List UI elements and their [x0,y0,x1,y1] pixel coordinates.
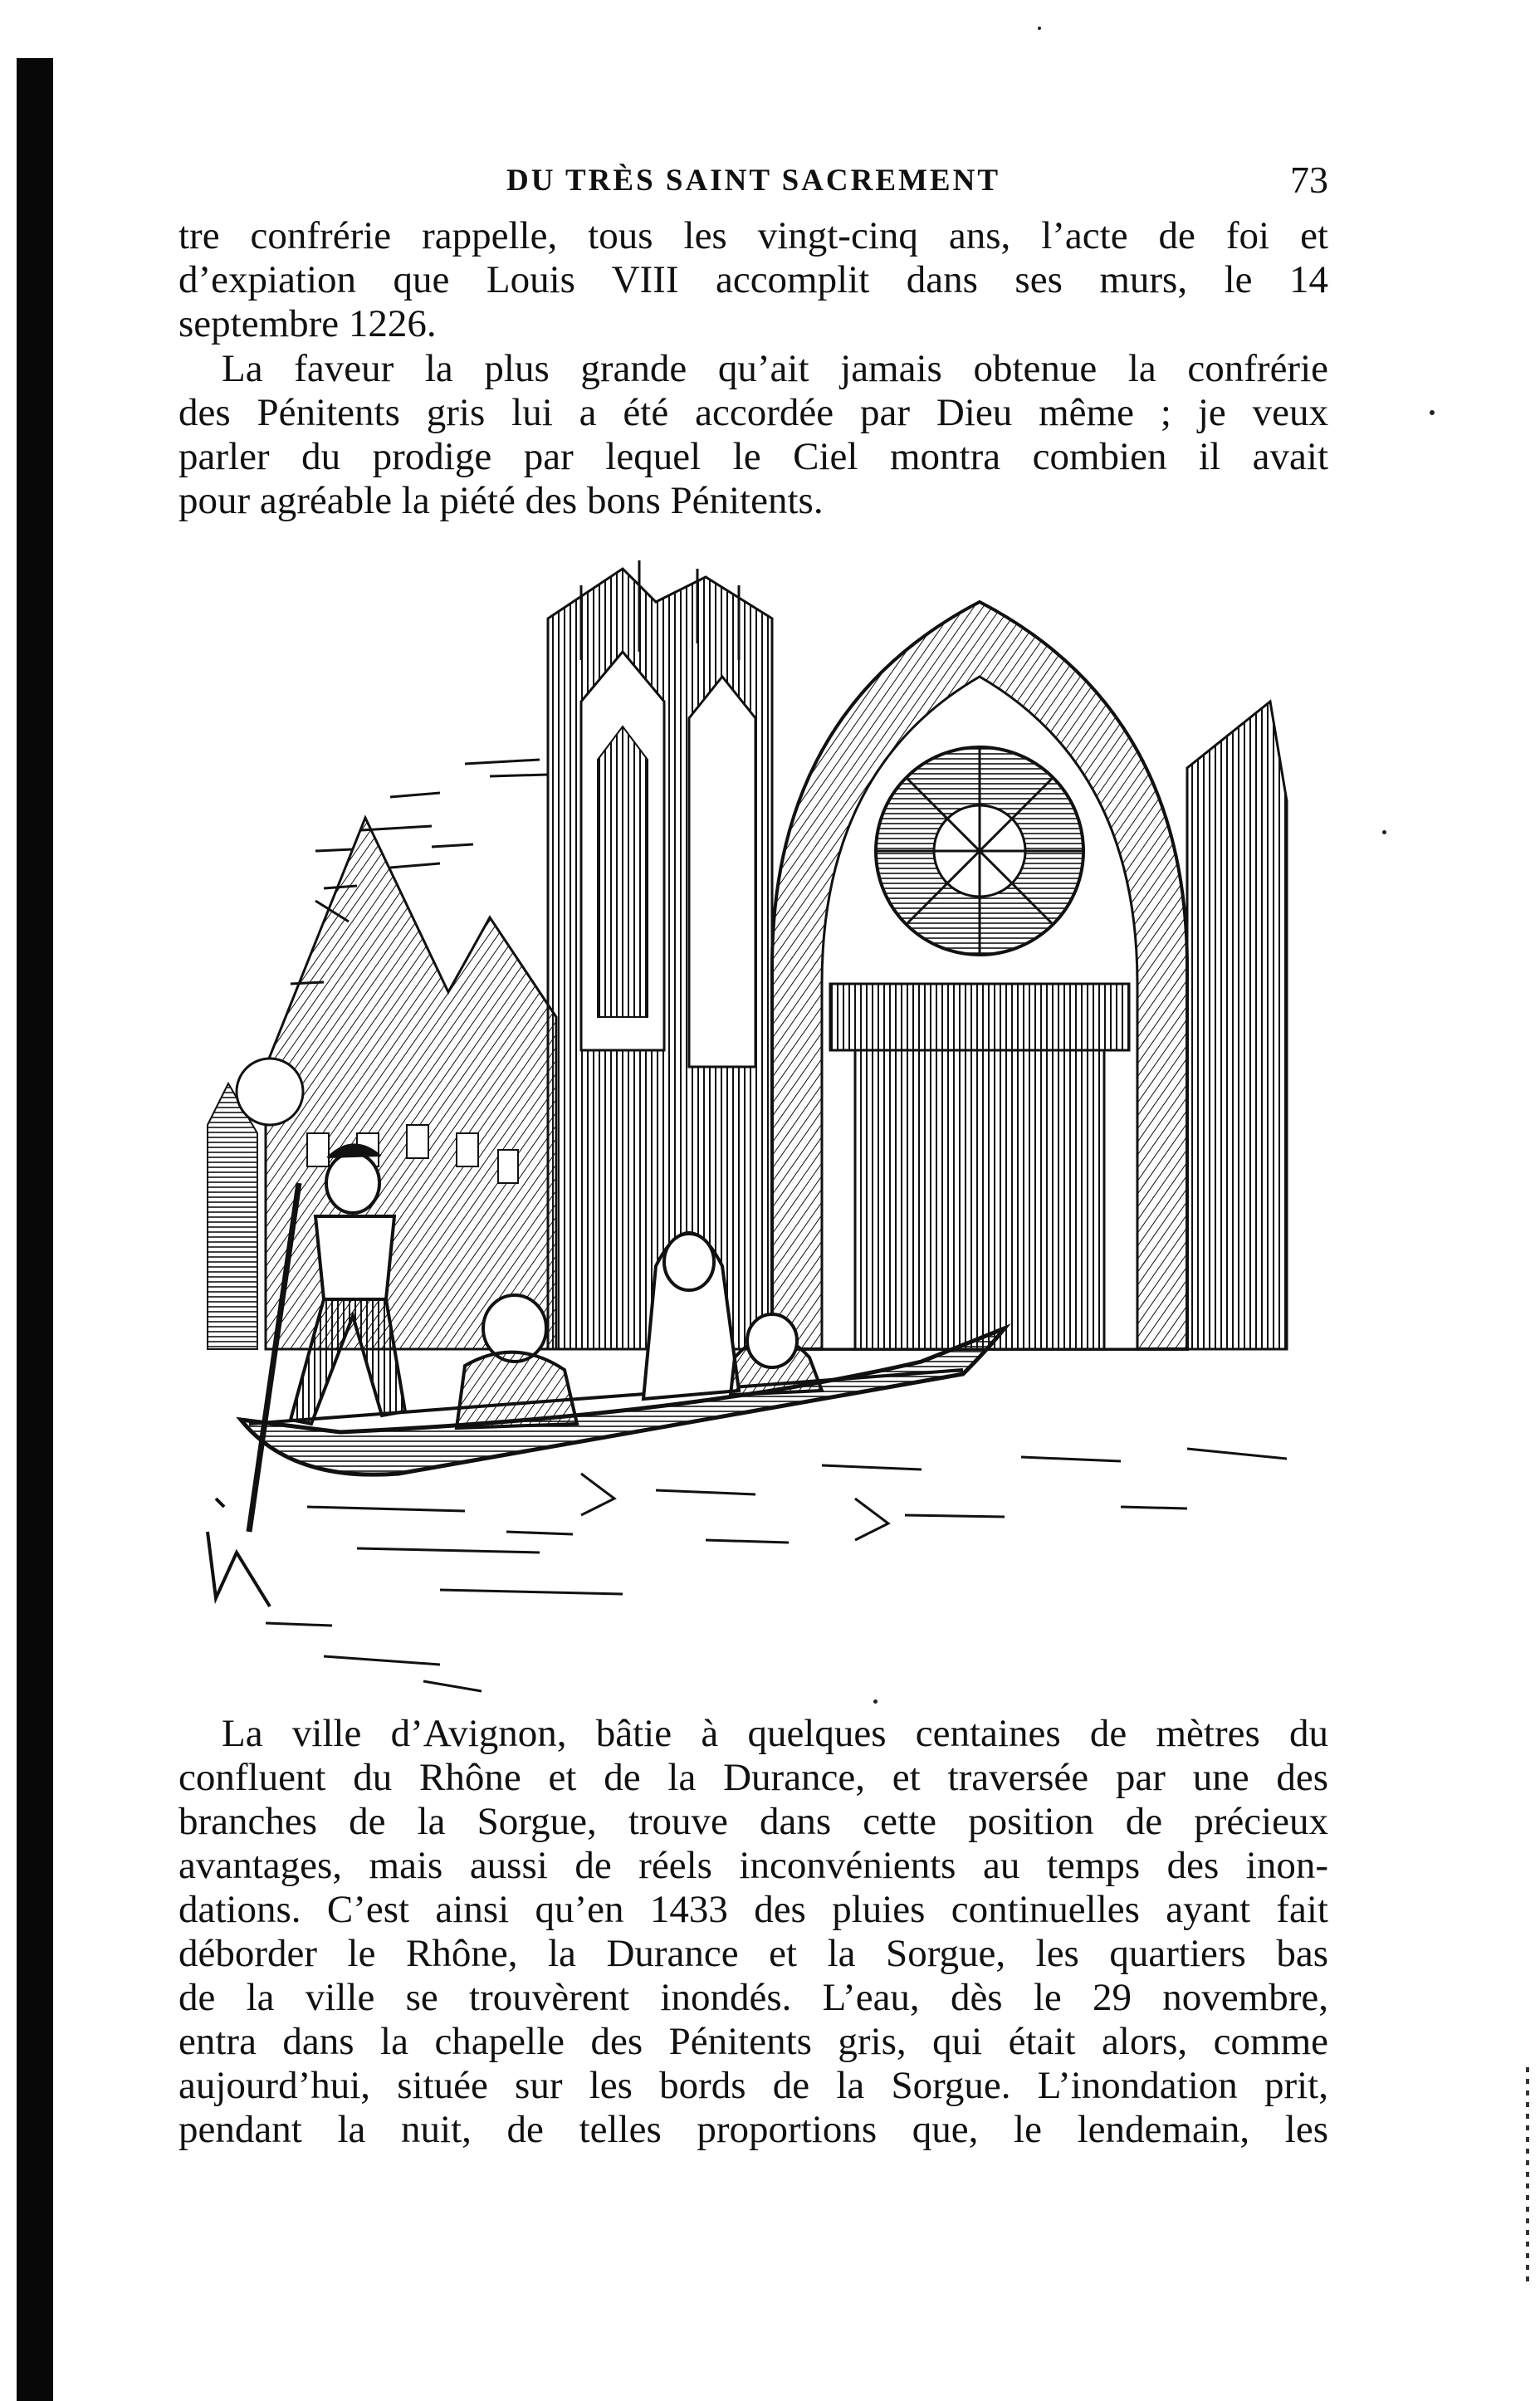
page-number: 73 [1290,159,1328,201]
text-line: pendant la nuit, de telles proportions que, le lendemain, les [178,2108,1328,2151]
text-line: avantages, mais aussi de réels inconvénients au temps des inon- [178,1844,1328,1887]
text-line: La faveur la plus grande qu’ait jamais obtenue la confrérie [222,347,1328,390]
water-ripples [266,1449,1287,1691]
paragraph-2 [178,347,1328,523]
text-line: déborder le Rhône, la Durance et la Sorgue, les quartiers bas [178,1932,1328,1975]
page-binding-edge [17,58,53,2401]
text-line: dations. C’est ainsi qu’en 1433 des pluies continuelles ayant fait [178,1888,1328,1931]
text-line: La ville d’Avignon, bâtie à quelques centaines de mètres du [222,1712,1328,1755]
text-line: pour agréable la piété des bons Pénitents. [178,479,824,522]
text-line: entra dans la chapelle des Pénitents gris, qui était alors, comme [178,2020,1328,2063]
engraving-drawing [191,552,1308,1698]
text-line: parler du prodige par lequel le Ciel montra combien il avait [178,435,1328,478]
text-line: d’expiation que Louis VIII accomplit dans ses murs, le 14 [178,258,1328,301]
text-line: tre confrérie rappelle, tous les vingt-cinq ans, l’acte de foi et [178,214,1328,257]
scan-margin-noise [1526,2067,1529,2283]
text-line: confluent du Rhône et de la Durance, et traversée par une des [178,1756,1328,1799]
text-line: de la ville se trouvèrent inondés. L’eau, dès le 29 novembre, [178,1976,1328,2019]
text-line: des Pénitents gris lui a été accordée par Dieu même ; je veux [178,391,1328,434]
engraving-illustration [191,552,1308,1698]
ink-speck [1038,27,1041,30]
paragraph-3 [178,1712,1328,2152]
running-title: DU TRÈS SAINT SACREMENT [506,164,1001,198]
cathedral-tower [548,560,772,1349]
ink-speck [1382,830,1386,834]
artist-signature [208,1499,270,1606]
ink-speck [873,1699,878,1704]
paragraph-1 [178,214,1328,346]
ink-speck [1430,410,1435,415]
text-line: septembre 1226. [178,302,437,345]
text-line: aujourd’hui, située sur les bords de la Sorgue. L’inondation prit, [178,2064,1328,2107]
gothic-portal [772,602,1287,1349]
page-header [178,158,1328,204]
text-line: branches de la Sorgue, trouve dans cette position de précieux [178,1800,1328,1843]
